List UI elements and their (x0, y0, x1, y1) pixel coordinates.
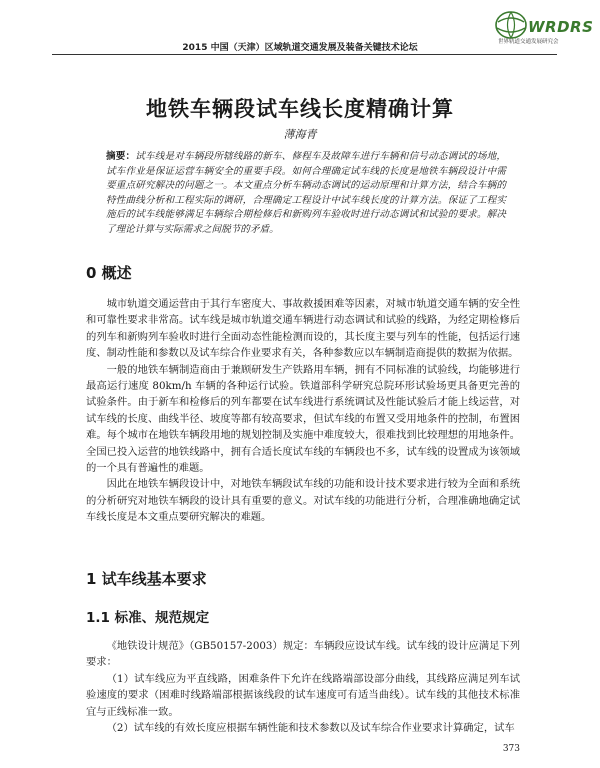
section-1-heading: 1 试车线基本要求 (86, 570, 207, 588)
paper-title: 地铁车辆段试车线长度精确计算 (146, 97, 454, 121)
section-0-heading: 0 概述 (86, 264, 132, 282)
logo-subtitle: 世界轨道交通发展研究会 (498, 39, 559, 45)
paragraph: 因此在地铁车辆段设计中，对地铁车辆段试车线的功能和设计技术要求进行较为全面和系统的分析研究对地铁车辆段的设计具有重要的意义。对试车线的功能进行分析，合理准确地确定试车线长度是本文重点要研究解决的难题。 (86, 478, 520, 524)
paragraph: （2）试车线的有效长度应根据车辆性能和技术参数以及试车综合作业要求计算确定，试车 (106, 722, 515, 735)
globe-icon (494, 10, 528, 40)
paragraph: 《地铁设计规范》（GB50157-2003）规定：车辆段应设试车线。试车线的设计应满足下列要求： (86, 640, 520, 669)
author: 薄海青 (283, 128, 317, 141)
header-rule (52, 54, 557, 55)
logo-text: WRDRS (528, 18, 594, 36)
section-1-body (86, 638, 520, 736)
paragraph: 城市轨道交通运营由于其行车密度大、事故救援困难等因素，对城市轨道交通车辆的安全性和可靠性要求非常高。试车线是城市轨道交通车辆进行动态调试和试验的线路，为经定期检修后的列车和新购列车验收时进行全面动态性能检测而设的，其长度主要与列车的性能，包括运行速度、制动性能和参数以及试车综合作业要求有关，各种参数应以车辆制造商提供的数据为依据。 (86, 298, 520, 360)
abstract-text: 试车线是对车辆段所辖线路的新车、修程车及故障车进行车辆和信号动态调试的场地，试车作业是保证运营车辆安全的重要手段。如何合理确定试车线的长度是地铁车辆段设计中需要重点研究解决的问题之一。本文重点分析车辆动态调试的运动原理和计算方法，结合车辆的特性曲线分析和工程实际的调研，合理确定工程设计中试车线长度的计算方法。保证了工程实施后的试车线能够满足车辆综合期检修后和新购列车验收时进行动态调试和试验的要求。解决了理论计算与实际需求之间脱节的矛盾。 (106, 151, 506, 235)
page-number: 373 (502, 744, 520, 754)
subsection-1-1-heading: 1.1 标准、规范规定 (86, 610, 210, 626)
abstract-label: 摘要： (106, 151, 136, 162)
paragraph: 一般的地铁车辆制造商由于兼顾研发生产铁路用车辆，拥有不同标准的试验线，均能够进行最高运行速度 80km/h 车辆的各种运行试验。铁道部科学研究总院环形试验场更具备更完善的试验条件。由于新车和检修后的列车都要在试车线进行系统调试及性能试验后才能上线运营，对试车线的长度、曲线半径、坡度等都有较高要求，但试车线的布置又受用地条件的控制，布置困难。每个城市在地铁车辆段用地的规划控制及实施中难度较大，很难找到比较理想的用地条件。全国已投入运营的地铁线路中，拥有合适长度试车线的车辆段也不多，试车线的设置成为该领域的一个具有普遍性的难题。 (86, 363, 520, 475)
section-0-body (86, 296, 520, 526)
conference-header: 2015 中国（天津）区域轨道交通发展及装备关键技术论坛 (182, 43, 418, 53)
paragraph: （1）试车线应为平直线路，困难条件下允许在线路端部设部分曲线，其线路应满足列车试验速度的要求（困难时线路端部根据该线段的试车速度可有适当曲线）。试车线的其他技术标准宜与正线标准一致。 (86, 672, 520, 718)
abstract (106, 150, 506, 238)
